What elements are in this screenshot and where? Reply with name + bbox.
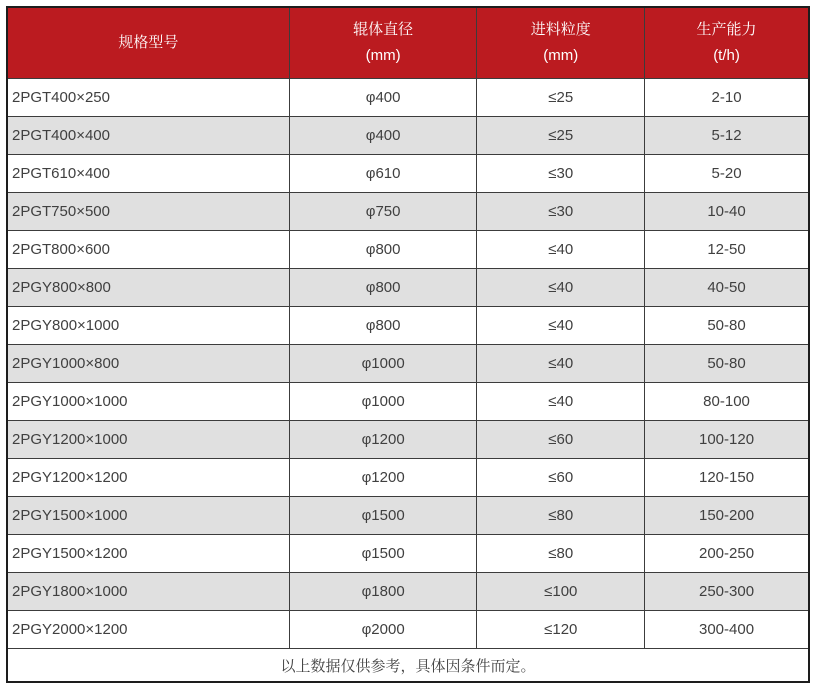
header-capacity-label: 生产能力 [696, 21, 757, 38]
table-row [7, 611, 809, 649]
header-model-label: 规格型号 [118, 34, 179, 51]
feed-size-cell: ≤25 [477, 79, 645, 117]
capacity-cell: 2-10 [645, 79, 809, 117]
diameter-cell: φ750 [289, 193, 477, 231]
table-row [7, 497, 809, 535]
diameter-cell: φ1800 [289, 573, 477, 611]
feed-size-cell: ≤30 [477, 193, 645, 231]
table-row [7, 345, 809, 383]
diameter-cell: φ400 [289, 79, 477, 117]
diameter-cell: φ800 [289, 307, 477, 345]
diameter-cell: φ1200 [289, 459, 477, 497]
capacity-cell: 250-300 [645, 573, 809, 611]
diameter-cell: φ800 [289, 231, 477, 269]
capacity-cell: 5-20 [645, 155, 809, 193]
model-cell: 2PGT610×400 [7, 155, 289, 193]
footer-row [7, 649, 809, 683]
diameter-cell: φ400 [289, 117, 477, 155]
diameter-cell: φ1000 [289, 383, 477, 421]
model-cell: 2PGY1500×1000 [7, 497, 289, 535]
capacity-cell: 12-50 [645, 231, 809, 269]
model-cell: 2PGY1000×800 [7, 345, 289, 383]
spec-table-footer [7, 649, 809, 683]
model-cell: 2PGY800×1000 [7, 307, 289, 345]
feed-size-cell: ≤60 [477, 421, 645, 459]
model-cell: 2PGY1200×1200 [7, 459, 289, 497]
diameter-cell: φ2000 [289, 611, 477, 649]
diameter-cell: φ1000 [289, 345, 477, 383]
feed-size-cell: ≤40 [477, 269, 645, 307]
spec-table [6, 6, 810, 683]
table-row [7, 307, 809, 345]
capacity-cell: 50-80 [645, 307, 809, 345]
header-roller-diameter-label: 辊体直径 [353, 21, 414, 38]
feed-size-cell: ≤40 [477, 231, 645, 269]
capacity-cell: 200-250 [645, 535, 809, 573]
table-row [7, 79, 809, 117]
header-row [7, 7, 809, 79]
spec-table-body [7, 79, 809, 649]
table-row [7, 155, 809, 193]
model-cell: 2PGT750×500 [7, 193, 289, 231]
table-row [7, 193, 809, 231]
table-row [7, 535, 809, 573]
feed-size-cell: ≤120 [477, 611, 645, 649]
feed-size-cell: ≤25 [477, 117, 645, 155]
capacity-cell: 100-120 [645, 421, 809, 459]
header-feed-size-label: 进料粒度 [530, 21, 591, 38]
model-cell: 2PGY1800×1000 [7, 573, 289, 611]
table-row [7, 459, 809, 497]
header-roller-diameter [289, 7, 477, 79]
header-model [7, 7, 289, 79]
table-row [7, 269, 809, 307]
capacity-cell: 80-100 [645, 383, 809, 421]
model-cell: 2PGY1200×1000 [7, 421, 289, 459]
header-roller-diameter-unit: (mm) [365, 47, 401, 64]
model-cell: 2PGY800×800 [7, 269, 289, 307]
model-cell: 2PGT400×250 [7, 79, 289, 117]
capacity-cell: 300-400 [645, 611, 809, 649]
header-feed-size-unit: (mm) [543, 47, 579, 64]
table-row [7, 383, 809, 421]
capacity-cell: 150-200 [645, 497, 809, 535]
capacity-cell: 40-50 [645, 269, 809, 307]
diameter-cell: φ1200 [289, 421, 477, 459]
model-cell: 2PGT400×400 [7, 117, 289, 155]
table-row [7, 231, 809, 269]
diameter-cell: φ1500 [289, 497, 477, 535]
feed-size-cell: ≤60 [477, 459, 645, 497]
table-row [7, 573, 809, 611]
model-cell: 2PGY1000×1000 [7, 383, 289, 421]
diameter-cell: φ1500 [289, 535, 477, 573]
feed-size-cell: ≤40 [477, 383, 645, 421]
diameter-cell: φ800 [289, 269, 477, 307]
model-cell: 2PGY1500×1200 [7, 535, 289, 573]
header-feed-size [477, 7, 645, 79]
model-cell: 2PGY2000×1200 [7, 611, 289, 649]
model-cell: 2PGT800×600 [7, 231, 289, 269]
diameter-cell: φ610 [289, 155, 477, 193]
header-capacity [645, 7, 809, 79]
feed-size-cell: ≤40 [477, 345, 645, 383]
spec-table-header [7, 7, 809, 79]
footer-note: 以上数据仅供参考，具体因条件而定。 [7, 649, 809, 683]
table-row [7, 421, 809, 459]
table-row [7, 117, 809, 155]
feed-size-cell: ≤40 [477, 307, 645, 345]
header-capacity-unit: (t/h) [713, 47, 740, 64]
feed-size-cell: ≤80 [477, 497, 645, 535]
capacity-cell: 120-150 [645, 459, 809, 497]
capacity-cell: 50-80 [645, 345, 809, 383]
capacity-cell: 10-40 [645, 193, 809, 231]
feed-size-cell: ≤100 [477, 573, 645, 611]
feed-size-cell: ≤30 [477, 155, 645, 193]
feed-size-cell: ≤80 [477, 535, 645, 573]
capacity-cell: 5-12 [645, 117, 809, 155]
